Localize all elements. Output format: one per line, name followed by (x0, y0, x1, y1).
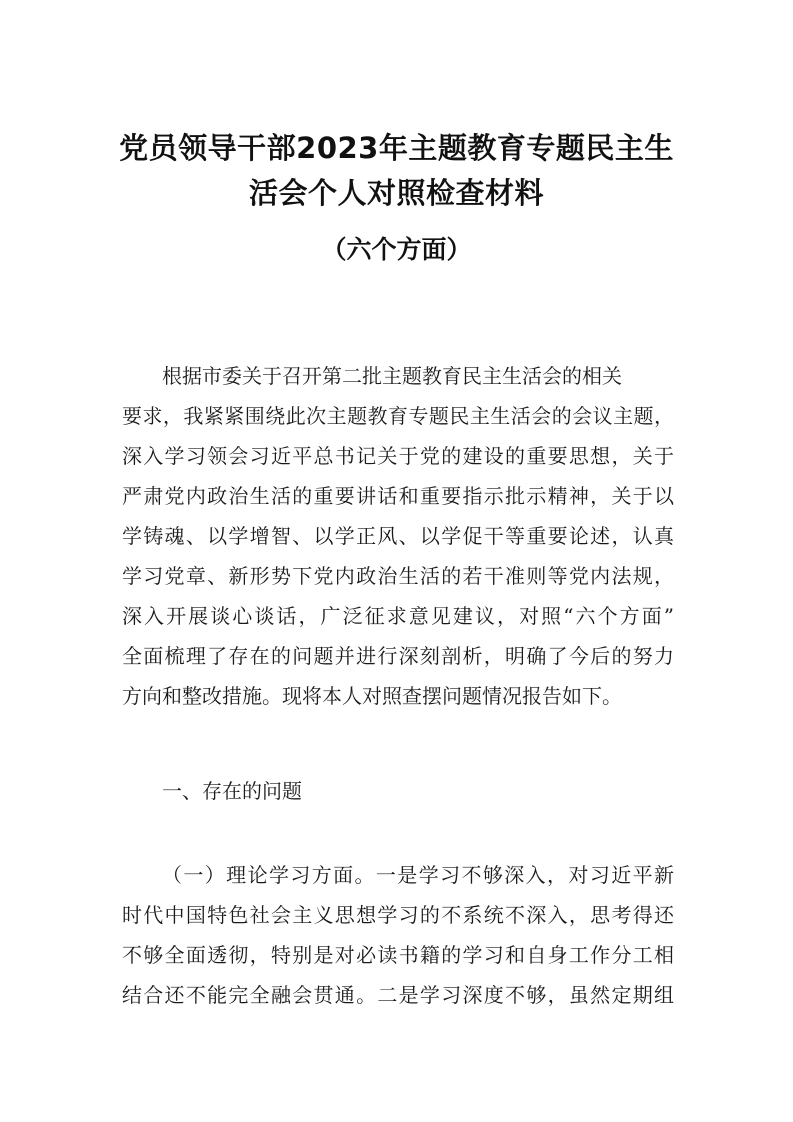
intro-line: 根据市委关于召开第二批主题教育民主生活会的相关 (162, 364, 622, 388)
intro-line: 学习党章、新形势下党内政治生活的若干准则等党内法规， (122, 564, 674, 588)
document-subtitle: （六个方面） (321, 235, 472, 264)
section-line: 结合还不能完全融会贯通。二是学习深度不够，虽然定期组 (122, 983, 674, 1007)
intro-line: 方向和整改措施。现将本人对照查摆问题情况报告如下。 (122, 684, 622, 708)
section-heading: 一、存在的问题 (162, 779, 302, 803)
intro-line: 严肃党内政治生活的重要讲话和重要指示批示精神，关于以 (122, 484, 674, 508)
intro-line: 要求，我紧紧围绕此次主题教育专题民主生活会的会议主题， (122, 404, 674, 428)
section-line: 时代中国特色社会主义思想学习的不系统不深入，思考得还 (122, 903, 674, 927)
intro-line: 全面梳理了存在的问题并进行深刻剖析，明确了今后的努力 (122, 644, 674, 668)
intro-line: 深入学习领会习近平总书记关于党的建设的重要思想，关于 (122, 444, 674, 468)
intro-line: 深入开展谈心谈话，广泛征求意见建议，对照“六个方面” (122, 604, 674, 628)
document-title-line-2: 活会个人对照检查材料 (248, 176, 544, 210)
intro-line: 学铸魂、以学增智、以学正风、以学促干等重要论述，认真 (122, 524, 674, 548)
section-line: （一）理论学习方面。一是学习不够深入，对习近平新 (162, 863, 674, 887)
section-line: 不够全面透彻，特别是对必读书籍的学习和自身工作分工相 (122, 943, 674, 967)
document-title-line-1: 党员领导干部2023年主题教育专题民主生 (119, 131, 674, 165)
